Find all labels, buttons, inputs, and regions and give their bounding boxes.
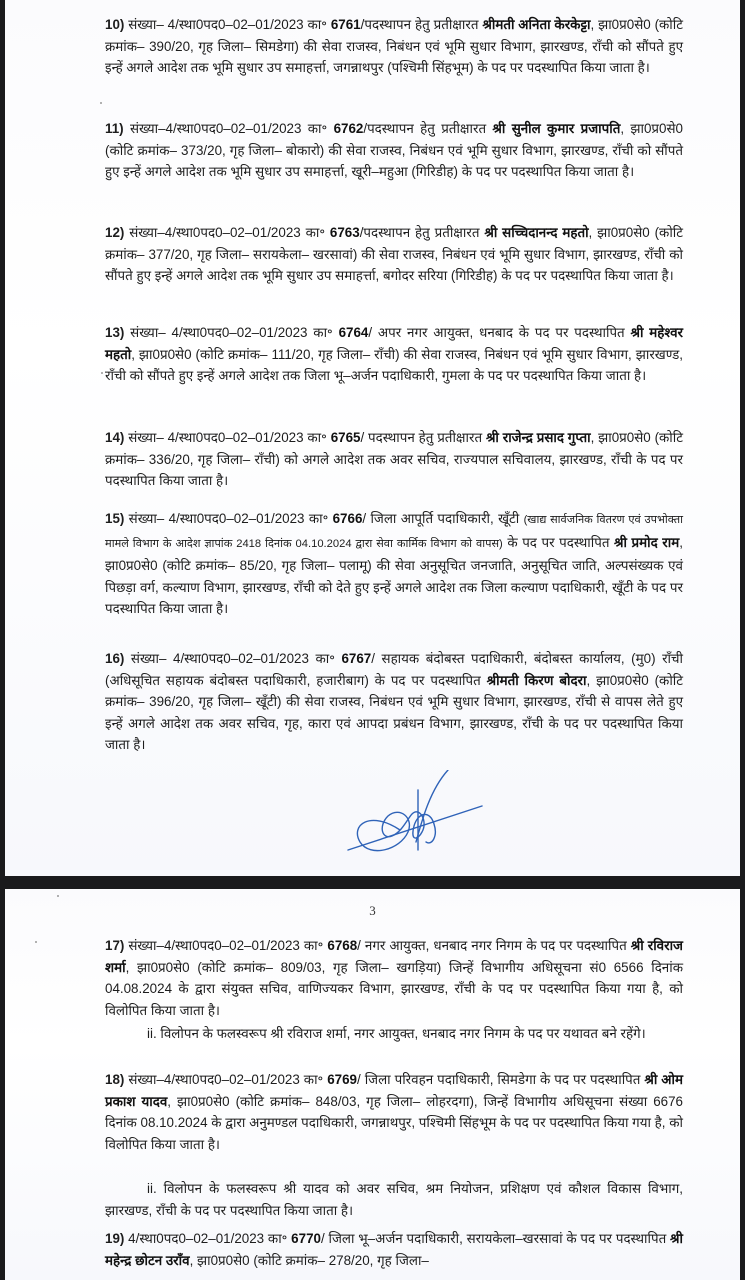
signature-flourish xyxy=(416,770,448,842)
scan-speck xyxy=(35,941,37,943)
order-item-19: 19) 4/स्था0पद0–02–01/2023 का॰ 6770/ जिला भू–अर्जन पदाधिकारी, सरायकेला–खरसावां के पद पर पदस्थापित श्री महेन्द्र छोटन उराँव, झा0प्र0से0 (कोटि क्रमांक– 278/20, गृह जिला– xyxy=(105,1231,683,1268)
order-number: 6763 xyxy=(329,225,360,240)
order-item-12: 12) संख्या–4/स्था0पद0–02–01/2023 का॰ 6763/पदस्थापन हेतु प्रतीक्षारत श्री सच्चिदानन्द महतो, झा0प्र0से0 (कोटि क्रमांक– 377/20, गृह जिला– सरायकेला– खरसावां) की सेवा राजस्व, निबंधन एवं भूमि सुधार विभाग, झारखण्ड, राँची को सौंपते हुए इन्हें अगले आदेश तक भूमि सुधार उप समाहर्त्ता, बगोदर सरिया (गिरिडीह) के पद पर पदस्थापित किया जाता है। xyxy=(105,225,684,284)
officer-name: श्री प्रमोद राम xyxy=(614,534,680,550)
scan-speck xyxy=(101,372,103,374)
order-item-16: 16) संख्या– 4/स्था0पद0–02–01/2023 का॰ 6767/ सहायक बंदोबस्त पदाधिकारी, बंदोबस्त कार्यालय, (मु0) राँची (अधिसूचित सहायक बंदोबस्त पदाधिकारी, हजारीबाग) के पद पर पदस्थापित श्रीमती किरण बोदरा, झा0प्र0से0 (कोटि क्रमांक– 396/20, गृह जिला– खूँटी) की सेवा राजस्व, निबंधन एवं भूमि सुधार विभाग, झारखण्ड, राँची से वापस लेते हुए इन्हें अगले आदेश तक अवर सचिव, गृह, कारा एवं आपदा प्रबंधन विभाग, झारखण्ड, राँची के पद पर पदस्थापित किया जाता है। xyxy=(105,651,684,753)
officer-name: श्री सच्चिदानन्द महतो xyxy=(484,225,589,240)
order-item-13: 13) संख्या– 4/स्था0पद0–02–01/2023 का॰ 6764/ अपर नगर आयुक्त, धनबाद के पद पर पदस्थापित श्री महेश्वर महतो, झा0प्र0से0 (कोटि क्रमांक– 111/20, गृह जिला– राँची) की सेवा राजस्व, निबंधन एवं भूमि सुधार विभाग, झारखण्ड, राँची को सौंपते हुए इन्हें अगले आदेश तक जिला भू–अर्जन पदाधिकारी, गुमला के पद पर पदस्थापित किया जाता है। xyxy=(105,325,684,384)
scan-speck xyxy=(57,895,59,897)
order-number: 6768 xyxy=(327,938,358,953)
order-item-17: 17) संख्या–4/स्था0पद0–02–01/2023 का॰ 6768/ नगर आयुक्त, धनबाद नगर निगम के पद पर पदस्थापित श्री रविराज शर्मा, झा0प्र0से0 (कोटि क्रमांक– 809/03, गृह जिला– खगड़िया) जिन्हें विभागीय अधिसूचना सं0 6566 दिनांक 04.08.2024 के द्वारा संयुक्त सचिव, वाणिज्यकर विभाग, झारखण्ड, राँची के पद पर पदस्थापित किया गया है, को विलोपित किया जाता है। xyxy=(105,938,683,1018)
order-item-17-clause-ii: ii. विलोपन के फलस्वरूप श्री रविराज शर्मा, नगर आयुक्त, धनबाद नगर निगम के पद पर यथावत बने रहेंगे। xyxy=(147,1026,646,1041)
item-number: 15) xyxy=(105,511,125,526)
item-number: 10) xyxy=(105,17,125,32)
order-number: 6765 xyxy=(330,430,361,445)
item-number: 16) xyxy=(105,651,125,666)
item-number: 18) xyxy=(105,1072,125,1087)
order-item-15: 15) संख्या– 4/स्था0पद0–02–01/2023 का॰ 6766/ जिला आपूर्ति पदाधिकारी, खूँटी (खाद्य सार्वजनिक वितरण एवं उपभोक्ता मामले विभाग के आदेश ज्ञापांक 2418 दिनांक 04.10.2024 द्वारा सेवा कार्मिक विभाग को वापस) के पद पर पदस्थापित श्री प्रमोद राम, झा0प्र0से0 (कोटि क्रमांक– 85/20, गृह जिला– पलामू) की सेवा अनुसूचित जनजाति, अनुसूचित जाति, अल्पसंख्यक एवं पिछड़ा वर्ग, कल्याण विभाग, झारखण्ड, राँची को देते हुए इन्हें अगले आदेश तक जिला कल्याण पदाधिकारी, खूँटी के पद पर पदस्थापित किया जाता है। xyxy=(105,511,683,617)
order-item-18-clause-ii: ii. विलोपन के फलस्वरूप श्री यादव को अवर सचिव, श्रम नियोजन, प्रशिक्षण एवं कौशल विकास विभाग, झारखण्ड, राँची के पद पर पदस्थापित किया जाता है। xyxy=(105,1181,683,1218)
officer-name: श्रीमती किरण बोदरा xyxy=(486,672,587,688)
page-number: 3 xyxy=(369,903,376,918)
document-page-3 xyxy=(5,889,740,1280)
order-number: 6762 xyxy=(333,121,364,136)
officer-name: श्री महेन्द्र छोटन उराँव xyxy=(105,1231,683,1268)
officer-name: श्री राजेन्द्र प्रसाद गुप्ता xyxy=(485,430,591,445)
officer-name: श्री महेश्वर महतो xyxy=(105,325,684,362)
order-number: 6770 xyxy=(291,1231,321,1246)
item-number: 17) xyxy=(105,938,125,953)
scan-speck xyxy=(100,102,102,104)
order-item-14: 14) संख्या– 4/स्था0पद0–02–01/2023 का॰ 6765/ पदस्थापन हेतु प्रतीक्षारत श्री राजेन्द्र प्रसाद गुप्ता, झा0प्र0से0 (कोटि क्रमांक– 336/20, गृह जिला– राँची) को अगले आदेश तक अवर सचिव, राज्यपाल सचिवालय, झारखण्ड, राँची के पद पर पदस्थापित किया जाता है। xyxy=(105,430,683,489)
officer-name: श्री ओम प्रकाश यादव xyxy=(105,1072,683,1109)
order-item-11: 11) संख्या–4/स्था0पद0–02–01/2023 का॰ 6762/पदस्थापन हेतु प्रतीक्षारत श्री सुनील कुमार प्रजापति, झा0प्र0से0 (कोटि क्रमांक– 373/20, गृह जिला– बोकारो) की सेवा राजस्व, निबंधन एवं भूमि सुधार विभाग, झारखण्ड, रॉंची को सौंपते हुए इन्हें अगले आदेश तक भूमि सुधार उप समाहर्त्ता, खूरी–महुआ (गिरिडीह) के पद पर पदस्थापित किया जाता है। xyxy=(105,121,683,180)
item-number: 11) xyxy=(105,121,124,136)
item-number: 13) xyxy=(105,325,125,340)
officer-name: श्री सुनील कुमार प्रजापति xyxy=(492,121,621,136)
order-number: 6764 xyxy=(338,325,369,340)
officer-name: श्री रविराज शर्मा xyxy=(105,938,683,975)
order-number: 6769 xyxy=(327,1072,358,1087)
order-number: 6767 xyxy=(341,651,372,666)
document-page-2 xyxy=(5,0,740,876)
parenthetical-note: (खाद्य सार्वजनिक वितरण एवं उपभोक्ता मामले विभाग के आदेश ज्ञापांक 2418 दिनांक 04.10.2024 द्वारा सेवा कार्मिक विभाग को वापस) xyxy=(105,514,683,550)
order-item-18: 18) संख्या–4/स्था0पद0–02–01/2023 का॰ 6769/ जिला परिवहन पदाधिकारी, सिमडेगा के पद पर पदस्थापित श्री ओम प्रकाश यादव, झा0प्र0से0 (कोटि क्रमांक– 848/03, गृह जिला– लोहरदगा), जिन्हें विभागीय अधिसूचना संख्या 6676 दिनांक 08.10.2024 के द्वारा अनुमण्डल पदाधिकारी, जगन्नाथपुर, पश्चिमी सिंहभूम के पद पर पदस्थापित किया गया है, को विलोपित किया जाता है। xyxy=(105,1072,683,1152)
item-number: 19) xyxy=(105,1231,125,1246)
item-number: 14) xyxy=(105,430,125,445)
order-number: 6761 xyxy=(330,17,361,32)
signature xyxy=(330,770,500,860)
officer-name: श्रीमती अनिता केरकेट्टा xyxy=(482,17,591,32)
order-number: 6766 xyxy=(332,511,363,526)
item-number: 12) xyxy=(105,225,125,240)
order-item-10: 10) संख्या– 4/स्था0पद0–02–01/2023 का॰ 6761/पदस्थापन हेतु प्रतीक्षारत श्रीमती अनिता केरकेट्टा, झा0प्र0से0 (कोटि क्रमांक– 390/20, गृह जिला– सिमडेगा) की सेवा राजस्व, निबंधन एवं भूमि सुधार विभाग, झारखण्ड, राँची को सौंपते हुए इन्हें अगले आदेश तक भूमि सुधार उप समाहर्त्ता, जगन्नाथपुर (पश्चिमी सिंहभूम) के पद पर पदस्थापित किया जाता है। xyxy=(105,17,683,76)
